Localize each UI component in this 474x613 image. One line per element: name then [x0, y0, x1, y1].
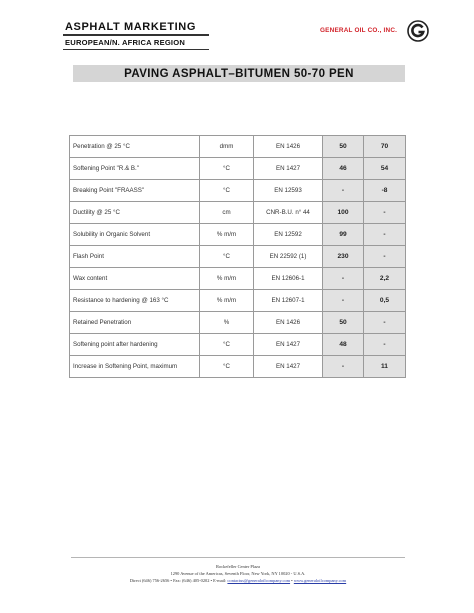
max-value-cell: 2,2 [364, 268, 406, 290]
unit-cell: °C [200, 334, 254, 356]
general-oil-logo-icon [407, 20, 429, 42]
footer-address-line2: 1290 Avenue of the Americas, Seventh Floor, New York, NY 10020 - U.S.A. [170, 571, 306, 576]
table-row [70, 334, 406, 356]
max-value-cell: - [364, 334, 406, 356]
unit-cell: dmm [200, 136, 254, 158]
property-cell: Breaking Point "FRAASS" [70, 180, 200, 202]
test-method-cell: CNR-B.U. n° 44 [254, 202, 323, 224]
footer-contact-prefix: Direct (646) 756-2656 • Fax: (646) 405-0202 • E-mail: [129, 578, 227, 583]
test-method-cell: EN 1426 [254, 312, 323, 334]
unit-cell: % m/m [200, 290, 254, 312]
max-value-cell: 11 [364, 356, 406, 378]
test-method-cell: EN 12593 [254, 180, 323, 202]
property-cell: Solubility in Organic Solvent [70, 224, 200, 246]
footer-website-link[interactable]: www.generaloilcompany.com [293, 578, 347, 583]
table-row [70, 268, 406, 290]
max-value-cell: - [364, 202, 406, 224]
spec-table-body [70, 136, 406, 378]
footer-divider [71, 557, 405, 558]
unit-cell: % m/m [200, 224, 254, 246]
property-cell: Softening point after hardening [70, 334, 200, 356]
product-title-band [73, 65, 405, 82]
min-value-cell: - [323, 356, 364, 378]
test-method-cell: EN 1427 [254, 356, 323, 378]
footer-email-link[interactable]: contactus@generaloilcompany.com [227, 578, 291, 583]
property-cell: Resistance to hardening @ 163 °C [70, 290, 200, 312]
property-cell: Wax content [70, 268, 200, 290]
table-row [70, 202, 406, 224]
test-method-cell: EN 12592 [254, 224, 323, 246]
footer-contact-line [71, 578, 405, 583]
max-value-cell: - [364, 312, 406, 334]
test-method-cell: EN 22592 (1) [254, 246, 323, 268]
max-value-cell: -8 [364, 180, 406, 202]
property-cell: Retained Penetration [70, 312, 200, 334]
unit-cell: % m/m [200, 268, 254, 290]
unit-cell: cm [200, 202, 254, 224]
min-value-cell: - [323, 290, 364, 312]
table-row [70, 136, 406, 158]
header-title: ASPHALT MARKETING [63, 20, 209, 36]
test-method-cell: EN 12606-1 [254, 268, 323, 290]
test-method-cell: EN 12607-1 [254, 290, 323, 312]
footer-address-line1: Rockefeller Center Plaza [216, 564, 260, 569]
table-row [70, 312, 406, 334]
min-value-cell: - [323, 268, 364, 290]
footer-separator: • [290, 578, 294, 583]
property-cell: Increase in Softening Point, maximum [70, 356, 200, 378]
min-value-cell: 99 [323, 224, 364, 246]
table-row [70, 224, 406, 246]
min-value-cell: 230 [323, 246, 364, 268]
test-method-cell: EN 1427 [254, 158, 323, 180]
min-value-cell: 50 [323, 136, 364, 158]
property-cell: Penetration @ 25 °C [70, 136, 200, 158]
unit-cell: °C [200, 246, 254, 268]
max-value-cell: - [364, 246, 406, 268]
unit-cell: °C [200, 180, 254, 202]
max-value-cell: 0,5 [364, 290, 406, 312]
table-row [70, 356, 406, 378]
table-row [70, 290, 406, 312]
company-name: GENERAL OIL CO., INC. [320, 27, 398, 34]
min-value-cell: 50 [323, 312, 364, 334]
test-method-cell: EN 1427 [254, 334, 323, 356]
table-row [70, 158, 406, 180]
max-value-cell: 70 [364, 136, 406, 158]
header-block [63, 20, 209, 50]
table-row [70, 180, 406, 202]
property-cell: Ductility @ 25 °C [70, 202, 200, 224]
header-subtitle: EUROPEAN/N. AFRICA REGION [63, 36, 209, 50]
test-method-cell: EN 1426 [254, 136, 323, 158]
product-title: PAVING ASPHALT–BITUMEN 50-70 PEN [124, 67, 354, 80]
min-value-cell: 100 [323, 202, 364, 224]
max-value-cell: 54 [364, 158, 406, 180]
property-cell: Flash Point [70, 246, 200, 268]
unit-cell: °C [200, 356, 254, 378]
unit-cell: % [200, 312, 254, 334]
min-value-cell: 46 [323, 158, 364, 180]
table-row [70, 246, 406, 268]
property-cell: Softening Point "R.& B." [70, 158, 200, 180]
min-value-cell: 48 [323, 334, 364, 356]
min-value-cell: - [323, 180, 364, 202]
unit-cell: °C [200, 158, 254, 180]
spec-table [69, 135, 406, 378]
max-value-cell: - [364, 224, 406, 246]
